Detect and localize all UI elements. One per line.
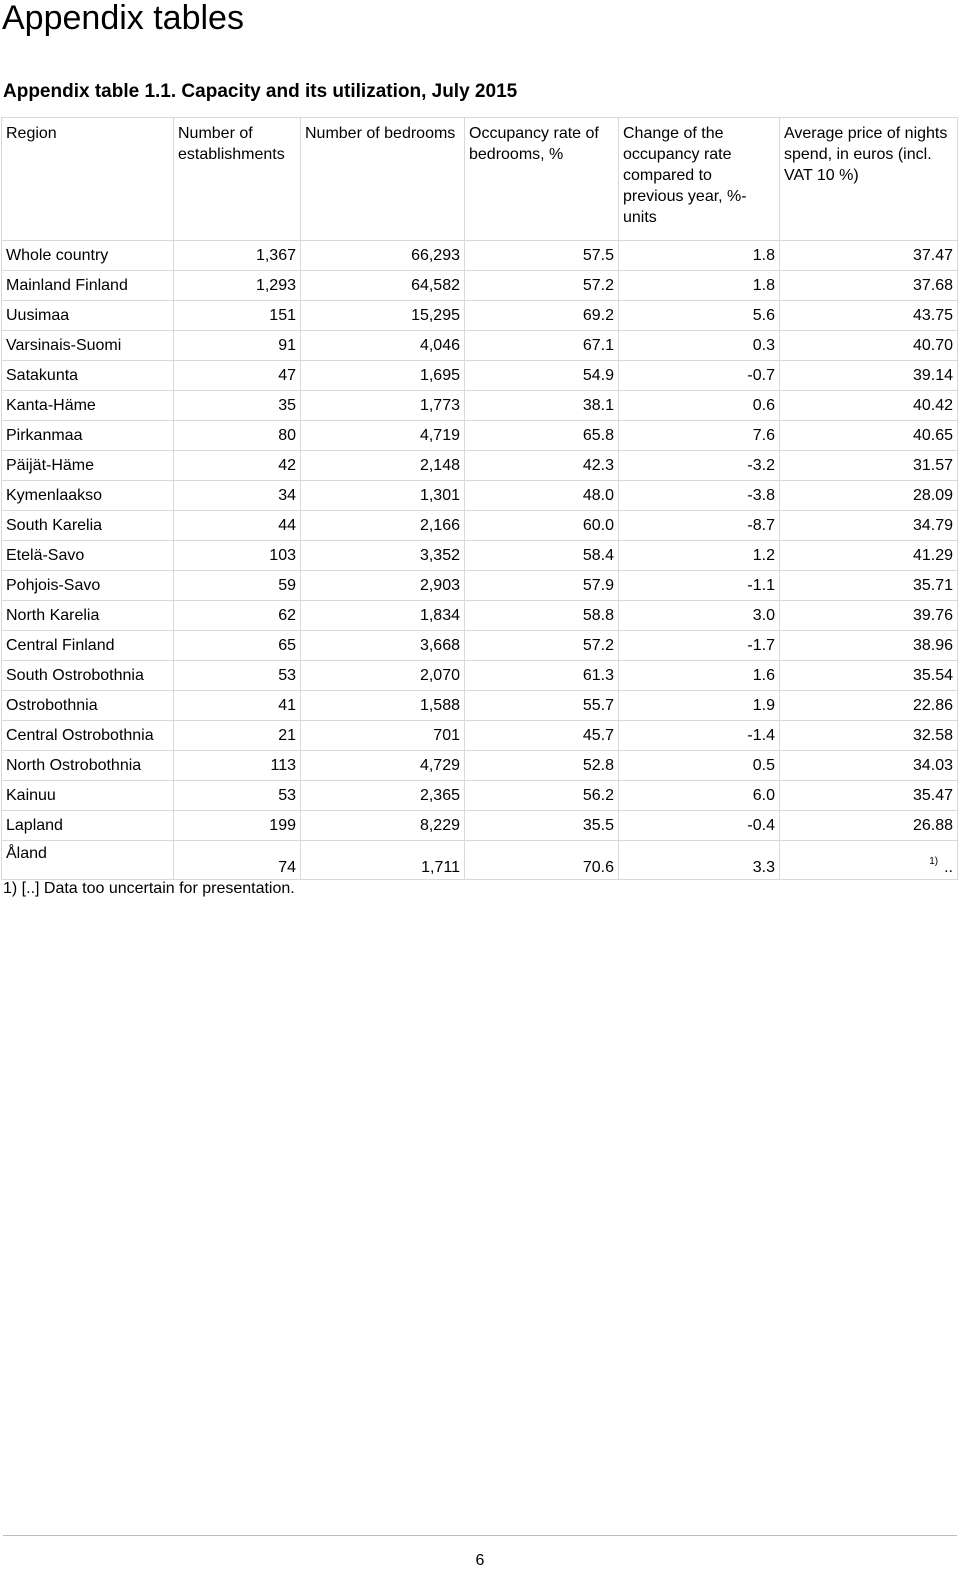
col-header-establishments: Number of establishments <box>174 118 301 241</box>
table-row <box>2 421 958 451</box>
cell-change: 1.8 <box>619 241 780 271</box>
cell-price: 34.03 <box>780 751 958 781</box>
cell-change: 0.5 <box>619 751 780 781</box>
cell-establishments: 151 <box>174 301 301 331</box>
cell-region: Kymenlaakso <box>2 481 174 511</box>
cell-establishments: 41 <box>174 691 301 721</box>
table-row <box>2 751 958 781</box>
table-row <box>2 571 958 601</box>
cell-bedrooms: 66,293 <box>301 241 465 271</box>
cell-price <box>780 841 958 880</box>
cell-price: 40.65 <box>780 421 958 451</box>
cell-establishments: 44 <box>174 511 301 541</box>
cell-price: 40.42 <box>780 391 958 421</box>
cell-region: North Karelia <box>2 601 174 631</box>
cell-occupancy: 54.9 <box>465 361 619 391</box>
cell-bedrooms: 4,729 <box>301 751 465 781</box>
cell-region: Varsinais-Suomi <box>2 331 174 361</box>
cell-establishments: 53 <box>174 661 301 691</box>
cell-bedrooms: 2,365 <box>301 781 465 811</box>
cell-region: Central Finland <box>2 631 174 661</box>
cell-bedrooms: 1,588 <box>301 691 465 721</box>
cell-change: 5.6 <box>619 301 780 331</box>
price-value: .. <box>944 859 953 876</box>
table-row <box>2 301 958 331</box>
cell-price: 40.70 <box>780 331 958 361</box>
cell-establishments: 35 <box>174 391 301 421</box>
table-row <box>2 811 958 841</box>
cell-price: 31.57 <box>780 451 958 481</box>
cell-price: 38.96 <box>780 631 958 661</box>
cell-establishments: 199 <box>174 811 301 841</box>
cell-bedrooms: 8,229 <box>301 811 465 841</box>
cell-occupancy: 52.8 <box>465 751 619 781</box>
cell-change: 0.3 <box>619 331 780 361</box>
cell-bedrooms: 3,352 <box>301 541 465 571</box>
cell-establishments: 21 <box>174 721 301 751</box>
capacity-table <box>1 117 958 880</box>
cell-change: -1.4 <box>619 721 780 751</box>
cell-occupancy: 57.2 <box>465 631 619 661</box>
cell-change: -0.4 <box>619 811 780 841</box>
cell-region: Kanta-Häme <box>2 391 174 421</box>
cell-occupancy: 56.2 <box>465 781 619 811</box>
cell-bedrooms: 3,668 <box>301 631 465 661</box>
cell-occupancy: 55.7 <box>465 691 619 721</box>
cell-establishments: 53 <box>174 781 301 811</box>
cell-bedrooms: 2,070 <box>301 661 465 691</box>
cell-change: -3.2 <box>619 451 780 481</box>
table-row <box>2 241 958 271</box>
cell-occupancy: 69.2 <box>465 301 619 331</box>
table-row <box>2 511 958 541</box>
cell-occupancy: 48.0 <box>465 481 619 511</box>
cell-occupancy: 42.3 <box>465 451 619 481</box>
footer-divider <box>3 1535 957 1536</box>
cell-establishments: 62 <box>174 601 301 631</box>
cell-region: Ostrobothnia <box>2 691 174 721</box>
cell-change: 0.6 <box>619 391 780 421</box>
cell-price: 35.47 <box>780 781 958 811</box>
cell-establishments: 47 <box>174 361 301 391</box>
cell-change: 3.0 <box>619 601 780 631</box>
col-header-price: Average price of nights spend, in euros (incl. VAT 10 %) <box>780 118 958 241</box>
cell-price: 35.71 <box>780 571 958 601</box>
cell-establishments: 42 <box>174 451 301 481</box>
table-row <box>2 691 958 721</box>
table-body <box>2 241 958 880</box>
cell-establishments: 103 <box>174 541 301 571</box>
table-row-aland <box>2 841 958 880</box>
cell-change: 1.6 <box>619 661 780 691</box>
cell-establishments: 1,367 <box>174 241 301 271</box>
cell-establishments: 113 <box>174 751 301 781</box>
header-row <box>2 118 958 241</box>
table-row <box>2 661 958 691</box>
cell-region: Lapland <box>2 811 174 841</box>
table-row <box>2 541 958 571</box>
cell-region: Mainland Finland <box>2 271 174 301</box>
cell-price: 39.76 <box>780 601 958 631</box>
cell-price: 37.47 <box>780 241 958 271</box>
cell-bedrooms: 4,046 <box>301 331 465 361</box>
cell-establishments: 59 <box>174 571 301 601</box>
cell-region: Åland <box>2 841 174 880</box>
cell-occupancy: 65.8 <box>465 421 619 451</box>
cell-change: 3.3 <box>619 841 780 880</box>
cell-change: -8.7 <box>619 511 780 541</box>
cell-bedrooms: 2,166 <box>301 511 465 541</box>
cell-bedrooms: 2,903 <box>301 571 465 601</box>
footnote-marker: 1) <box>929 856 939 867</box>
cell-region: Satakunta <box>2 361 174 391</box>
cell-bedrooms: 4,719 <box>301 421 465 451</box>
cell-change: -1.1 <box>619 571 780 601</box>
table-row <box>2 361 958 391</box>
table-row <box>2 781 958 811</box>
cell-change: -1.7 <box>619 631 780 661</box>
cell-bedrooms: 15,295 <box>301 301 465 331</box>
cell-price: 41.29 <box>780 541 958 571</box>
page-number: 6 <box>475 1552 485 1569</box>
page-heading: Appendix tables <box>2 0 244 37</box>
cell-change: 1.9 <box>619 691 780 721</box>
table-row <box>2 331 958 361</box>
cell-change: 6.0 <box>619 781 780 811</box>
cell-price: 39.14 <box>780 361 958 391</box>
col-header-change: Change of the occupancy rate compared to previous year, %-units <box>619 118 780 241</box>
cell-region: Whole country <box>2 241 174 271</box>
col-header-occupancy: Occupancy rate of bedrooms, % <box>465 118 619 241</box>
table-row <box>2 451 958 481</box>
cell-establishments: 91 <box>174 331 301 361</box>
cell-change: -0.7 <box>619 361 780 391</box>
cell-region: Uusimaa <box>2 301 174 331</box>
cell-bedrooms: 1,301 <box>301 481 465 511</box>
table-row <box>2 721 958 751</box>
cell-price: 43.75 <box>780 301 958 331</box>
cell-bedrooms: 64,582 <box>301 271 465 301</box>
cell-price: 28.09 <box>780 481 958 511</box>
cell-establishments: 34 <box>174 481 301 511</box>
cell-bedrooms: 1,834 <box>301 601 465 631</box>
cell-occupancy: 67.1 <box>465 331 619 361</box>
cell-establishments: 80 <box>174 421 301 451</box>
footnote: 1) [..] Data too uncertain for presentation. <box>3 880 295 897</box>
cell-occupancy: 61.3 <box>465 661 619 691</box>
cell-bedrooms: 701 <box>301 721 465 751</box>
table-header <box>2 118 958 241</box>
cell-region: Kainuu <box>2 781 174 811</box>
cell-occupancy: 38.1 <box>465 391 619 421</box>
cell-region: South Karelia <box>2 511 174 541</box>
table-row <box>2 481 958 511</box>
col-header-bedrooms: Number of bedrooms <box>301 118 465 241</box>
cell-region: Etelä-Savo <box>2 541 174 571</box>
cell-price: 22.86 <box>780 691 958 721</box>
cell-occupancy: 58.8 <box>465 601 619 631</box>
cell-region: Pirkanmaa <box>2 421 174 451</box>
cell-establishments: 65 <box>174 631 301 661</box>
table-row <box>2 601 958 631</box>
table-row <box>2 271 958 301</box>
cell-price: 34.79 <box>780 511 958 541</box>
cell-price: 35.54 <box>780 661 958 691</box>
cell-change: 1.8 <box>619 271 780 301</box>
cell-region: Central Ostrobothnia <box>2 721 174 751</box>
cell-occupancy: 60.0 <box>465 511 619 541</box>
table-title: Appendix table 1.1. Capacity and its utilization, July 2015 <box>3 81 518 102</box>
cell-price: 26.88 <box>780 811 958 841</box>
table-row <box>2 631 958 661</box>
cell-establishments: 1,293 <box>174 271 301 301</box>
cell-region: Päijät-Häme <box>2 451 174 481</box>
cell-region: North Ostrobothnia <box>2 751 174 781</box>
cell-change: 1.2 <box>619 541 780 571</box>
cell-region: South Ostrobothnia <box>2 661 174 691</box>
cell-occupancy: 57.5 <box>465 241 619 271</box>
cell-occupancy: 70.6 <box>465 841 619 880</box>
cell-occupancy: 57.9 <box>465 571 619 601</box>
cell-change: 7.6 <box>619 421 780 451</box>
cell-price: 37.68 <box>780 271 958 301</box>
cell-price: 32.58 <box>780 721 958 751</box>
cell-occupancy: 45.7 <box>465 721 619 751</box>
cell-occupancy: 35.5 <box>465 811 619 841</box>
cell-region: Pohjois-Savo <box>2 571 174 601</box>
cell-change: -3.8 <box>619 481 780 511</box>
cell-bedrooms: 1,711 <box>301 841 465 880</box>
cell-bedrooms: 1,695 <box>301 361 465 391</box>
table-row <box>2 391 958 421</box>
col-header-region: Region <box>2 118 174 241</box>
cell-occupancy: 57.2 <box>465 271 619 301</box>
cell-occupancy: 58.4 <box>465 541 619 571</box>
cell-bedrooms: 1,773 <box>301 391 465 421</box>
cell-establishments: 74 <box>174 841 301 880</box>
cell-bedrooms: 2,148 <box>301 451 465 481</box>
